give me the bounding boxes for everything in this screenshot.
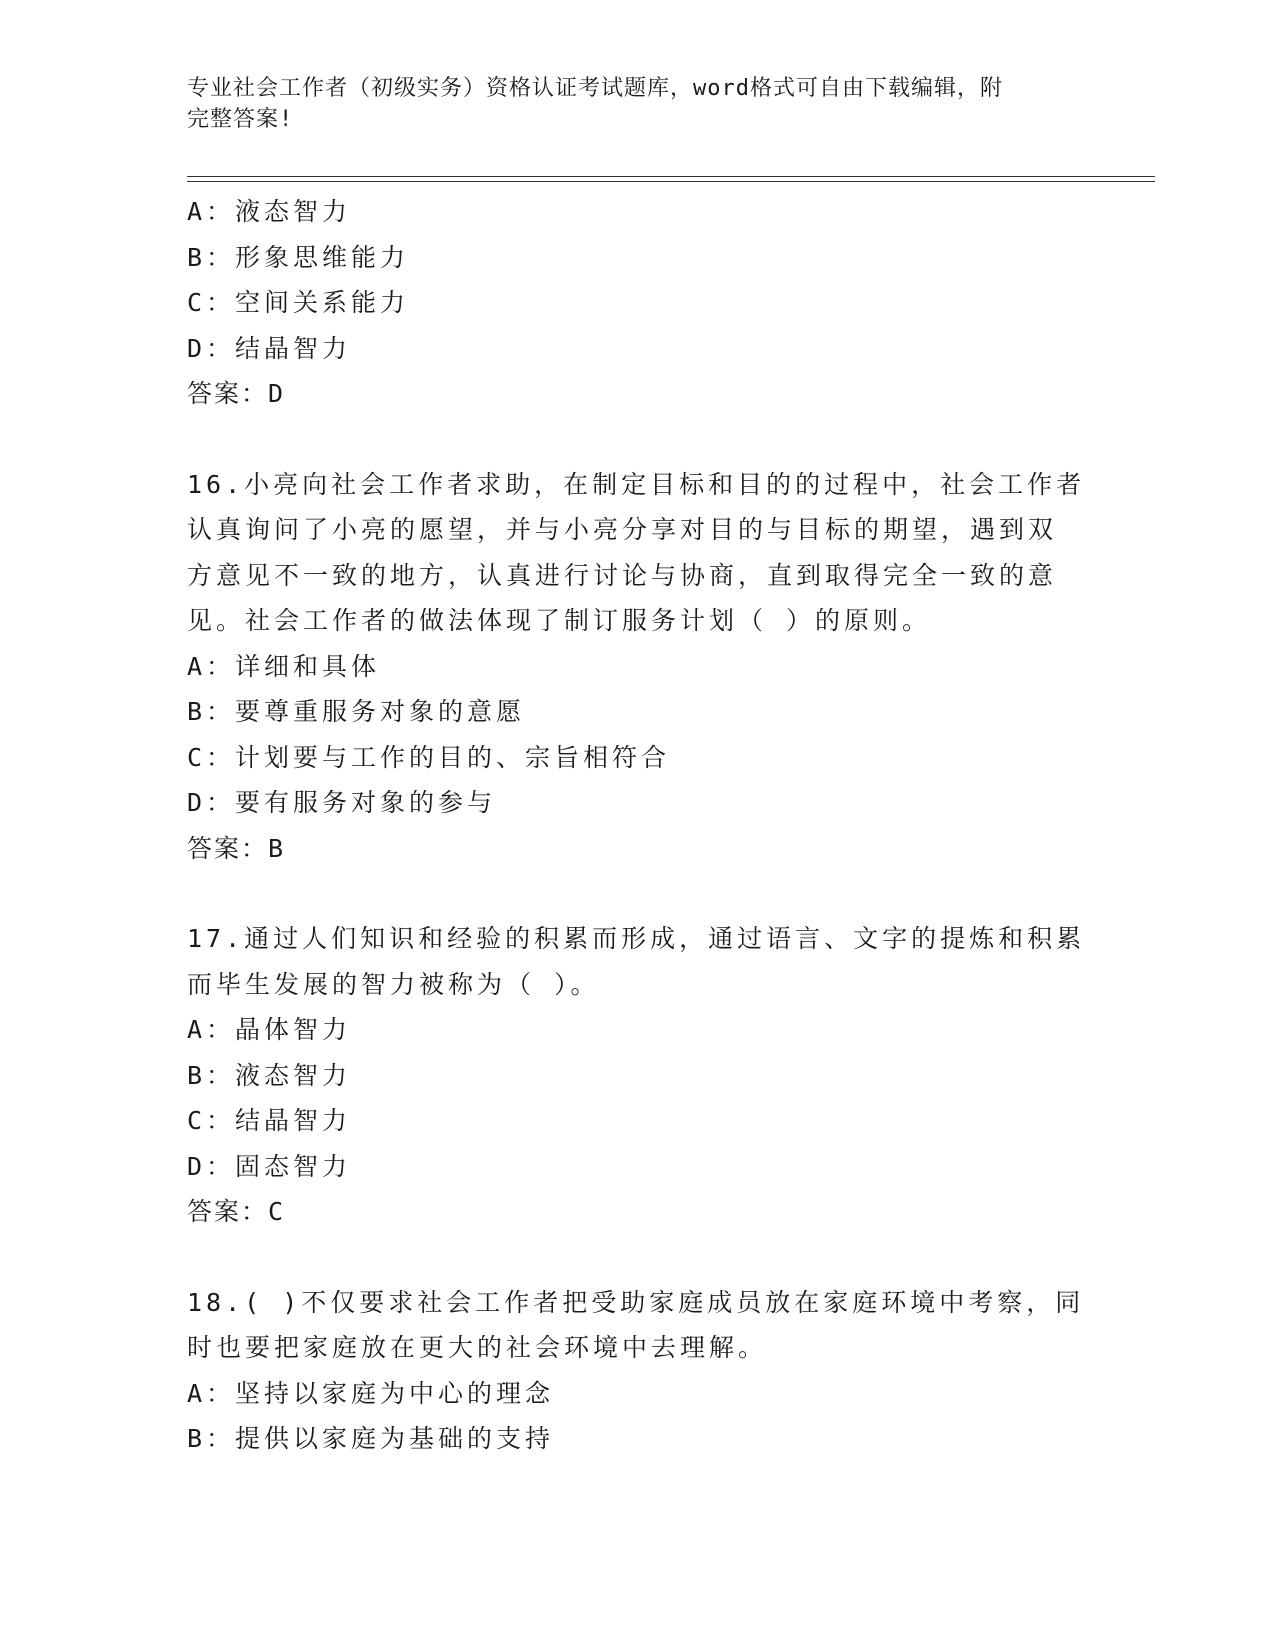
- header-rule-bottom: [187, 181, 1155, 182]
- page-header: [187, 73, 1087, 135]
- answer-line: 答案：C: [187, 1197, 286, 1226]
- question-list: [187, 189, 1086, 1462]
- option-a: A：液态智力: [187, 197, 352, 226]
- question-text-line: 方意见不一致的地方，认真进行讨论与协商，直到取得完全一致的意: [187, 560, 1058, 590]
- header-line-1: 专业社会工作者（初级实务）资格认证考试题库，word格式可自由下载编辑，附: [187, 76, 1003, 101]
- answer-line: 答案：B: [187, 833, 286, 863]
- answer-line: 答案：D: [187, 379, 286, 408]
- option-c: C：结晶智力: [187, 1106, 352, 1135]
- option-d: D：结晶智力: [187, 333, 352, 363]
- option-c: C：计划要与工作的目的、宗旨相符合: [187, 742, 671, 772]
- option-b: B：形象思维能力: [187, 242, 410, 272]
- spacer: [187, 871, 1067, 916]
- option-d: D：固态智力: [187, 1151, 352, 1181]
- option-b: B：提供以家庭为基础的支持: [187, 1424, 555, 1453]
- question-text-line: 认真询问了小亮的愿望，并与小亮分享对目的与目标的期望，遇到双: [187, 515, 1058, 544]
- question-text-line: 16.小亮向社会工作者求助，在制定目标和目的的过程中，社会工作者: [187, 469, 1086, 499]
- question-18: [187, 1280, 1085, 1462]
- option-d: D：要有服务对象的参与: [187, 788, 497, 817]
- spacer: [187, 417, 1067, 462]
- question-text-line: 18.( )不仅要求社会工作者把受助家庭成员放在家庭环境中考察，同: [187, 1287, 1085, 1317]
- option-c: C：空间关系能力: [187, 288, 410, 317]
- question-text-line: 见。社会工作者的做法体现了制订服务计划（ ）的原则。: [187, 606, 932, 635]
- option-a: A：晶体智力: [187, 1015, 352, 1044]
- question-16: [187, 462, 1086, 872]
- question-text-line: 17.通过人们知识和经验的积累而形成，通过语言、文字的提炼和积累: [187, 924, 1086, 953]
- question-text-line: 而毕生发展的智力被称为（ ）。: [187, 969, 600, 999]
- option-a: A：详细和具体: [187, 651, 381, 681]
- spacer: [187, 1235, 1067, 1280]
- question-17: [187, 916, 1086, 1235]
- option-b: B：液态智力: [187, 1060, 352, 1090]
- header-line-2: 完整答案!: [187, 107, 294, 132]
- option-b: B：要尊重服务对象的意愿: [187, 697, 526, 726]
- option-a: A：坚持以家庭为中心的理念: [187, 1378, 555, 1408]
- header-rule-top: [187, 176, 1155, 177]
- question-15: [187, 189, 1067, 417]
- question-text-line: 时也要把家庭放在更大的社会环境中去理解。: [187, 1333, 768, 1362]
